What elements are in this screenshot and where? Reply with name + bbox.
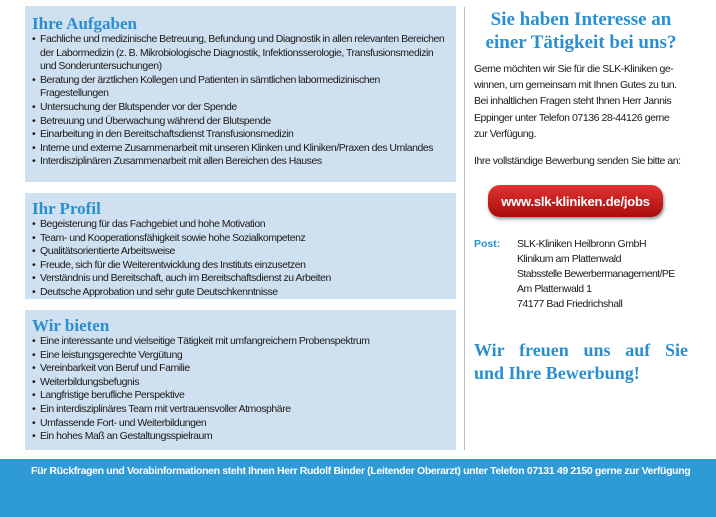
list-item: • Deutsche Approbation und sehr gute Deutschkenntnisse xyxy=(32,286,450,300)
list-item: • Qualitätsorientierte Arbeitsweise xyxy=(32,245,450,259)
footer-bar xyxy=(0,459,716,517)
footer-text: Für Rückfragen und Vorabinformationen steht Ihnen Herr Rudolf Binder (Leitender Oberarzt) unter Telefon 07131 49 2150 gerne zur Verfügung xyxy=(31,465,691,477)
closing-message xyxy=(474,339,688,385)
intro-line: Eppinger unter Telefon 07136 28-44126 gerne xyxy=(474,111,670,124)
offer-heading: Wir bieten xyxy=(32,316,110,335)
list-item: • Einarbeitung in den Bereitschaftsdienst Transfusionsmedizin xyxy=(32,128,450,142)
tasks-panel xyxy=(25,6,456,182)
address-line: Stabsstelle Bewerbermanagement/PE xyxy=(517,267,675,280)
list-item: • Langfristige berufliche Perspektive xyxy=(32,389,450,403)
list-item: • Vereinbarkeit von Beruf und Familie xyxy=(32,362,450,376)
interest-heading-line: Sie haben Interesse an xyxy=(490,9,672,30)
jobs-link-button[interactable]: www.slk-kliniken.de/jobs xyxy=(488,185,663,217)
list-item: • Ein hohes Maß an Gestaltungsspielraum xyxy=(32,430,450,444)
list-item: • Begeisterung für das Fachgebiet und hohe Motivation xyxy=(32,218,450,232)
address-line: Klinikum am Plattenwald xyxy=(517,252,622,265)
intro-line: Gerne möchten wir Sie für die SLK-Kliniken ge- xyxy=(474,63,674,75)
profile-heading: Ihr Profil xyxy=(32,199,101,218)
tasks-heading: Ihre Aufgaben xyxy=(32,14,138,33)
list-item: • Ein interdisziplinäres Team mit vertrauensvoller Atmosphäre xyxy=(32,403,450,417)
list-item: • Interne und externe Zusammenarbeit mit unseren Klinken und Kliniken/Praxen des Umlandes xyxy=(32,142,450,156)
list-item: • Weiterbildungsbefugnis xyxy=(32,376,450,390)
profile-panel xyxy=(25,193,456,299)
list-item: • Freude, sich für die Weiterentwicklung des Instituts einzusetzen xyxy=(32,259,450,273)
column-divider xyxy=(464,7,465,450)
address-line: Am Plattenwald 1 xyxy=(517,282,592,295)
contact-intro xyxy=(474,61,688,142)
interest-heading xyxy=(474,8,688,54)
list-item: • Beratung der ärztlichen Kollegen und Patienten in sämtlichen labormedizinischen Fragestellungen xyxy=(32,74,450,101)
intro-line: zur Verfügung. xyxy=(474,127,536,140)
closing-line: Wir freuen uns auf Sie xyxy=(474,340,688,360)
postal-address xyxy=(517,237,675,312)
list-item: • Interdisziplinären Zusammenarbeit mit allen Bereichen des Hauses xyxy=(32,155,450,169)
interest-heading-line: einer Tätigkeit bei uns? xyxy=(485,32,677,53)
list-item: • Untersuchung der Blutspender vor der Spende xyxy=(32,101,450,115)
offer-panel xyxy=(25,310,456,450)
closing-line: und Ihre Bewerbung! xyxy=(474,363,640,383)
list-item: • Betreuung und Überwachung während der Blutspende xyxy=(32,115,450,129)
list-item: • Eine leistungsgerechte Vergütung xyxy=(32,349,450,363)
list-item: • Fachliche und medizinische Betreuung, Befundung und Diagnostik in allen relevanten Bereichen der Labormedizin (z. B. Mikrobiologische Diagnostik, Infektionsserologie, Transfusionsmedizin und Sonderuntersuchungen) xyxy=(32,33,450,74)
apply-instruction: Ihre vollständige Bewerbung senden Sie bitte an: xyxy=(474,155,681,167)
address-line: 74177 Bad Friedrichshall xyxy=(517,297,623,310)
profile-list xyxy=(32,218,450,300)
post-label: Post: xyxy=(474,238,501,250)
intro-line: winnen, um gemeinsam mit Ihnen Gutes zu tun. xyxy=(474,79,677,92)
address-line: SLK-Kliniken Heilbronn GmbH xyxy=(517,238,647,250)
list-item: • Umfassende Fort- und Weiterbildungen xyxy=(32,417,450,431)
list-item: • Team- und Kooperationsfähigkeit sowie hohe Sozialkompetenz xyxy=(32,232,450,246)
offer-list xyxy=(32,335,450,444)
list-item: • Eine interessante und vielseitige Tätigkeit mit umfangreichem Probenspektrum xyxy=(32,335,450,349)
list-item: • Verständnis und Bereitschaft, auch im Bereitschaftsdienst zu Arbeiten xyxy=(32,272,450,286)
tasks-list xyxy=(32,33,450,169)
intro-line: Bei inhaltlichen Fragen steht Ihnen Herr Jannis xyxy=(474,95,672,108)
